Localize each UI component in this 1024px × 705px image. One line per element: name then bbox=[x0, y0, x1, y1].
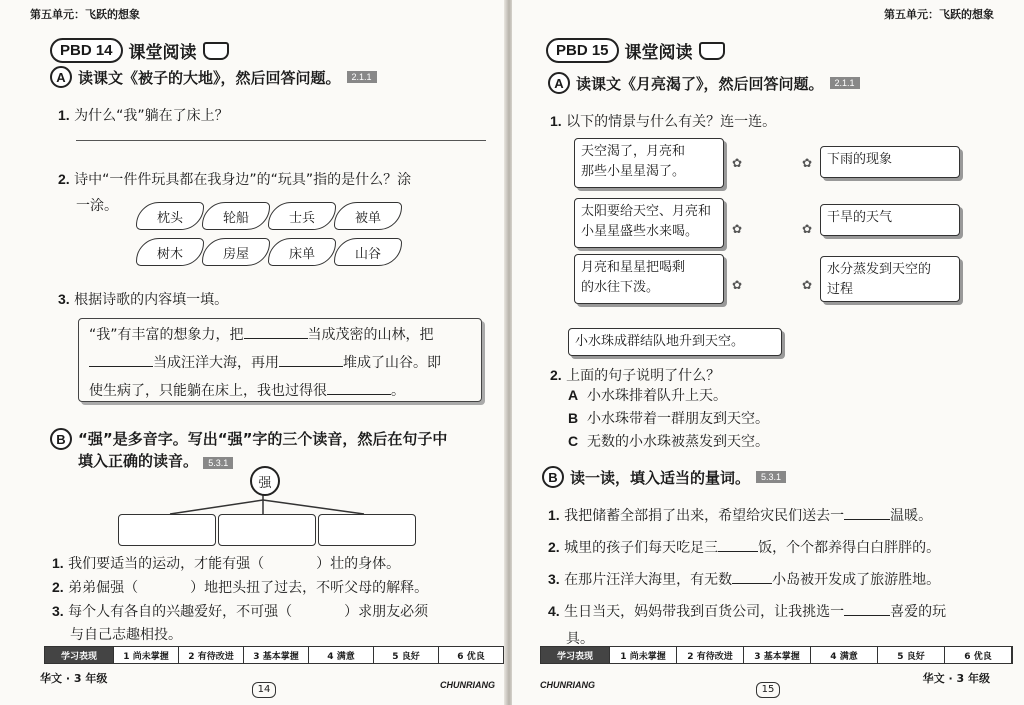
q-num: 1. bbox=[52, 555, 64, 571]
dot-icon[interactable]: ✿ bbox=[802, 278, 813, 292]
q-num: 2. bbox=[52, 579, 64, 595]
option-b[interactable]: B 小水珠带着一群朋友到天空。 bbox=[568, 410, 770, 427]
leaf-option[interactable]: 房屋 bbox=[202, 238, 270, 266]
scene-card[interactable]: 月亮和星星把喝剩 的水往下泼。 bbox=[574, 254, 724, 304]
option-a[interactable]: A 小水珠排着队升上天。 bbox=[568, 387, 728, 404]
perf-level[interactable]: 4 满意 bbox=[811, 647, 878, 663]
right-section-a bbox=[548, 72, 860, 94]
perf-level[interactable]: 3 基本掌握 bbox=[244, 647, 309, 663]
section-title: 读一读，填入适当的量词。 bbox=[570, 468, 751, 487]
dot-icon[interactable]: ✿ bbox=[732, 278, 743, 292]
effect-card[interactable]: 水分蒸发到天空的 过程 bbox=[820, 256, 960, 302]
leaf-option[interactable]: 树木 bbox=[136, 238, 204, 266]
effect-card[interactable]: 干旱的天气 bbox=[820, 204, 960, 236]
effect-card[interactable]: 下雨的现象 bbox=[820, 146, 960, 178]
perf-level[interactable]: 1 尚未掌握 bbox=[610, 647, 677, 663]
passage-text: 当成汪洋大海，再用 bbox=[153, 355, 279, 371]
qiang-character: 强 bbox=[250, 466, 280, 496]
dot-icon[interactable]: ✿ bbox=[802, 222, 813, 236]
publisher-logo: CHUNRIANG bbox=[540, 680, 595, 690]
leaf-option[interactable]: 床单 bbox=[268, 238, 336, 266]
pinyin-box[interactable] bbox=[118, 514, 216, 546]
perf-level[interactable]: 2 有待改进 bbox=[677, 647, 744, 663]
section-title-cont: 填入正确的读音。 bbox=[78, 452, 199, 470]
b-item-cont: 具。 bbox=[566, 631, 594, 647]
measure-word-items bbox=[548, 500, 946, 650]
performance-bar bbox=[540, 646, 1013, 664]
perf-level[interactable]: 6 优良 bbox=[945, 647, 1012, 663]
section-letter: B bbox=[542, 466, 564, 488]
q-text: 诗中“一件件玩具都在我身边”的“玩具”指的是什么？涂 bbox=[74, 172, 412, 188]
q-num: 2. bbox=[58, 171, 70, 187]
passage-text: 使生病了，只能躺在床上，我也过得很 bbox=[89, 383, 327, 399]
b-items bbox=[52, 552, 428, 647]
q-text: ）求朋友必须 bbox=[344, 604, 429, 620]
blank[interactable] bbox=[844, 615, 890, 616]
perf-level[interactable]: 1 尚未掌握 bbox=[114, 647, 179, 663]
q-num: 1. bbox=[548, 507, 560, 523]
q-text-cont: 一涂。 bbox=[76, 198, 118, 214]
leaf-option[interactable]: 被单 bbox=[334, 202, 402, 230]
q-num: 1. bbox=[550, 113, 562, 129]
option-c[interactable]: C 无数的小水珠被蒸发到天空。 bbox=[568, 433, 770, 450]
q-text: 弟弟倔强（ bbox=[68, 580, 139, 596]
section-title: “强”是多音字。写出“强”字的三个读音，然后在句子中 bbox=[78, 430, 448, 448]
q-num: 3. bbox=[548, 571, 560, 587]
section-letter: A bbox=[548, 72, 570, 94]
skill-code: 2.1.1 bbox=[347, 71, 377, 83]
left-page bbox=[0, 0, 506, 705]
b-item bbox=[52, 552, 428, 576]
dot-icon[interactable]: ✿ bbox=[732, 222, 743, 236]
perf-level[interactable]: 6 优良 bbox=[439, 647, 504, 663]
b-item: 1. 我把储蓄全部捐了出来，希望给灾民们送去一 温暖。 bbox=[548, 507, 933, 524]
q-num: 1. bbox=[58, 107, 70, 123]
page-number: 14 bbox=[252, 682, 276, 698]
q-text: 每个人有各自的兴趣爱好，不可强（ bbox=[68, 604, 293, 620]
perf-label: 学习表现 bbox=[45, 647, 114, 663]
perf-label: 学习表现 bbox=[541, 647, 610, 663]
passage-text: 。 bbox=[391, 383, 405, 399]
book-icon bbox=[699, 42, 725, 60]
q-num: 4. bbox=[548, 603, 560, 619]
performance-bar bbox=[44, 646, 505, 664]
right-page bbox=[512, 0, 1024, 705]
pbd-title: 课堂阅读 bbox=[624, 43, 693, 63]
passage-text: 当成茂密的山林，把 bbox=[307, 327, 434, 343]
q-text: ）壮的身体。 bbox=[316, 556, 401, 572]
perf-level[interactable]: 5 良好 bbox=[374, 647, 439, 663]
grade-footer: 华文 · 3 年级 bbox=[922, 672, 990, 685]
left-header: 第五单元：飞跃的想象 bbox=[30, 8, 140, 21]
dot-icon[interactable]: ✿ bbox=[732, 156, 743, 170]
dot-icon[interactable]: ✿ bbox=[802, 156, 813, 170]
blank[interactable] bbox=[732, 583, 772, 584]
q-text: 以下的情景与什么有关？连一连。 bbox=[566, 114, 777, 130]
skill-code: 5.3.1 bbox=[756, 471, 786, 483]
b-item: 2. 城里的孩子们每天吃足三 饭，个个都养得白白胖胖的。 bbox=[548, 539, 941, 556]
skill-code: 5.3.1 bbox=[203, 457, 233, 469]
q-text: 我们要适当的运动，才能有强（ bbox=[68, 556, 265, 572]
leaf-option[interactable]: 枕头 bbox=[136, 202, 204, 230]
section-letter: A bbox=[50, 66, 72, 88]
grade-footer: 华文 · 3 年级 bbox=[40, 672, 108, 685]
pbd-title: 课堂阅读 bbox=[128, 43, 197, 63]
leaf-option[interactable]: 士兵 bbox=[268, 202, 336, 230]
right-header: 第五单元：飞跃的想象 bbox=[884, 8, 994, 21]
perf-level[interactable]: 2 有待改进 bbox=[179, 647, 244, 663]
skill-code: 2.1.1 bbox=[830, 77, 860, 89]
q-num: 2. bbox=[550, 367, 562, 383]
q-text: ）地把头扭了过去，不听父母的解释。 bbox=[190, 580, 429, 596]
passage-text: 堆成了山谷。即 bbox=[343, 355, 441, 371]
pbd-label: PBD 14 bbox=[50, 38, 123, 63]
section-title: 读课文《被子的大地》，然后回答问题。 bbox=[78, 68, 341, 87]
perf-level[interactable]: 5 良好 bbox=[878, 647, 945, 663]
pinyin-box[interactable] bbox=[218, 514, 316, 546]
perf-level[interactable]: 4 满意 bbox=[309, 647, 374, 663]
right-q1 bbox=[550, 108, 776, 135]
right-section-b bbox=[542, 466, 786, 488]
b-item: 3. 在那片汪洋大海里，有无数 小岛被开发成了旅游胜地。 bbox=[548, 571, 941, 588]
quote-card: 小水珠成群结队地升到天空。 bbox=[568, 328, 782, 356]
blank[interactable] bbox=[718, 551, 758, 552]
q-text: 上面的句子说明了什么？ bbox=[566, 368, 721, 384]
q-num: 2. bbox=[548, 539, 560, 555]
perf-level[interactable]: 3 基本掌握 bbox=[744, 647, 811, 663]
pinyin-box[interactable] bbox=[318, 514, 416, 546]
q-text: 根据诗歌的内容填一填。 bbox=[74, 292, 229, 308]
page-number: 15 bbox=[756, 682, 780, 698]
scene-card[interactable]: 太阳要给天空、月亮和 小星星盛些水来喝。 bbox=[574, 198, 724, 248]
passage-text: “我”有丰富的想象力，把 bbox=[89, 327, 244, 343]
publisher-logo: CHUNRIANG bbox=[440, 680, 495, 690]
section-letter: B bbox=[50, 428, 72, 450]
section-title: 读课文《月亮渴了》，然后回答问题。 bbox=[576, 74, 824, 93]
b-item bbox=[52, 600, 428, 624]
b-item bbox=[52, 576, 428, 600]
right-pbd-heading bbox=[546, 38, 725, 63]
scene-card[interactable]: 天空渴了，月亮和 那些小星星渴了。 bbox=[574, 138, 724, 188]
pbd-label: PBD 15 bbox=[546, 38, 619, 63]
q2-options bbox=[568, 384, 769, 453]
q-num: 3. bbox=[58, 291, 70, 307]
q-num: 3. bbox=[52, 603, 64, 619]
blank[interactable] bbox=[844, 519, 890, 520]
b-item: 4. 生日当天，妈妈带我到百货公司，让我挑选一 喜爱的玩 bbox=[548, 603, 947, 620]
leaf-option[interactable]: 轮船 bbox=[202, 202, 270, 230]
b-item-cont: 与自己志趣相投。 bbox=[70, 627, 182, 643]
leaf-option[interactable]: 山谷 bbox=[334, 238, 402, 266]
q-text: 为什么“我”躺在了床上？ bbox=[74, 108, 229, 124]
